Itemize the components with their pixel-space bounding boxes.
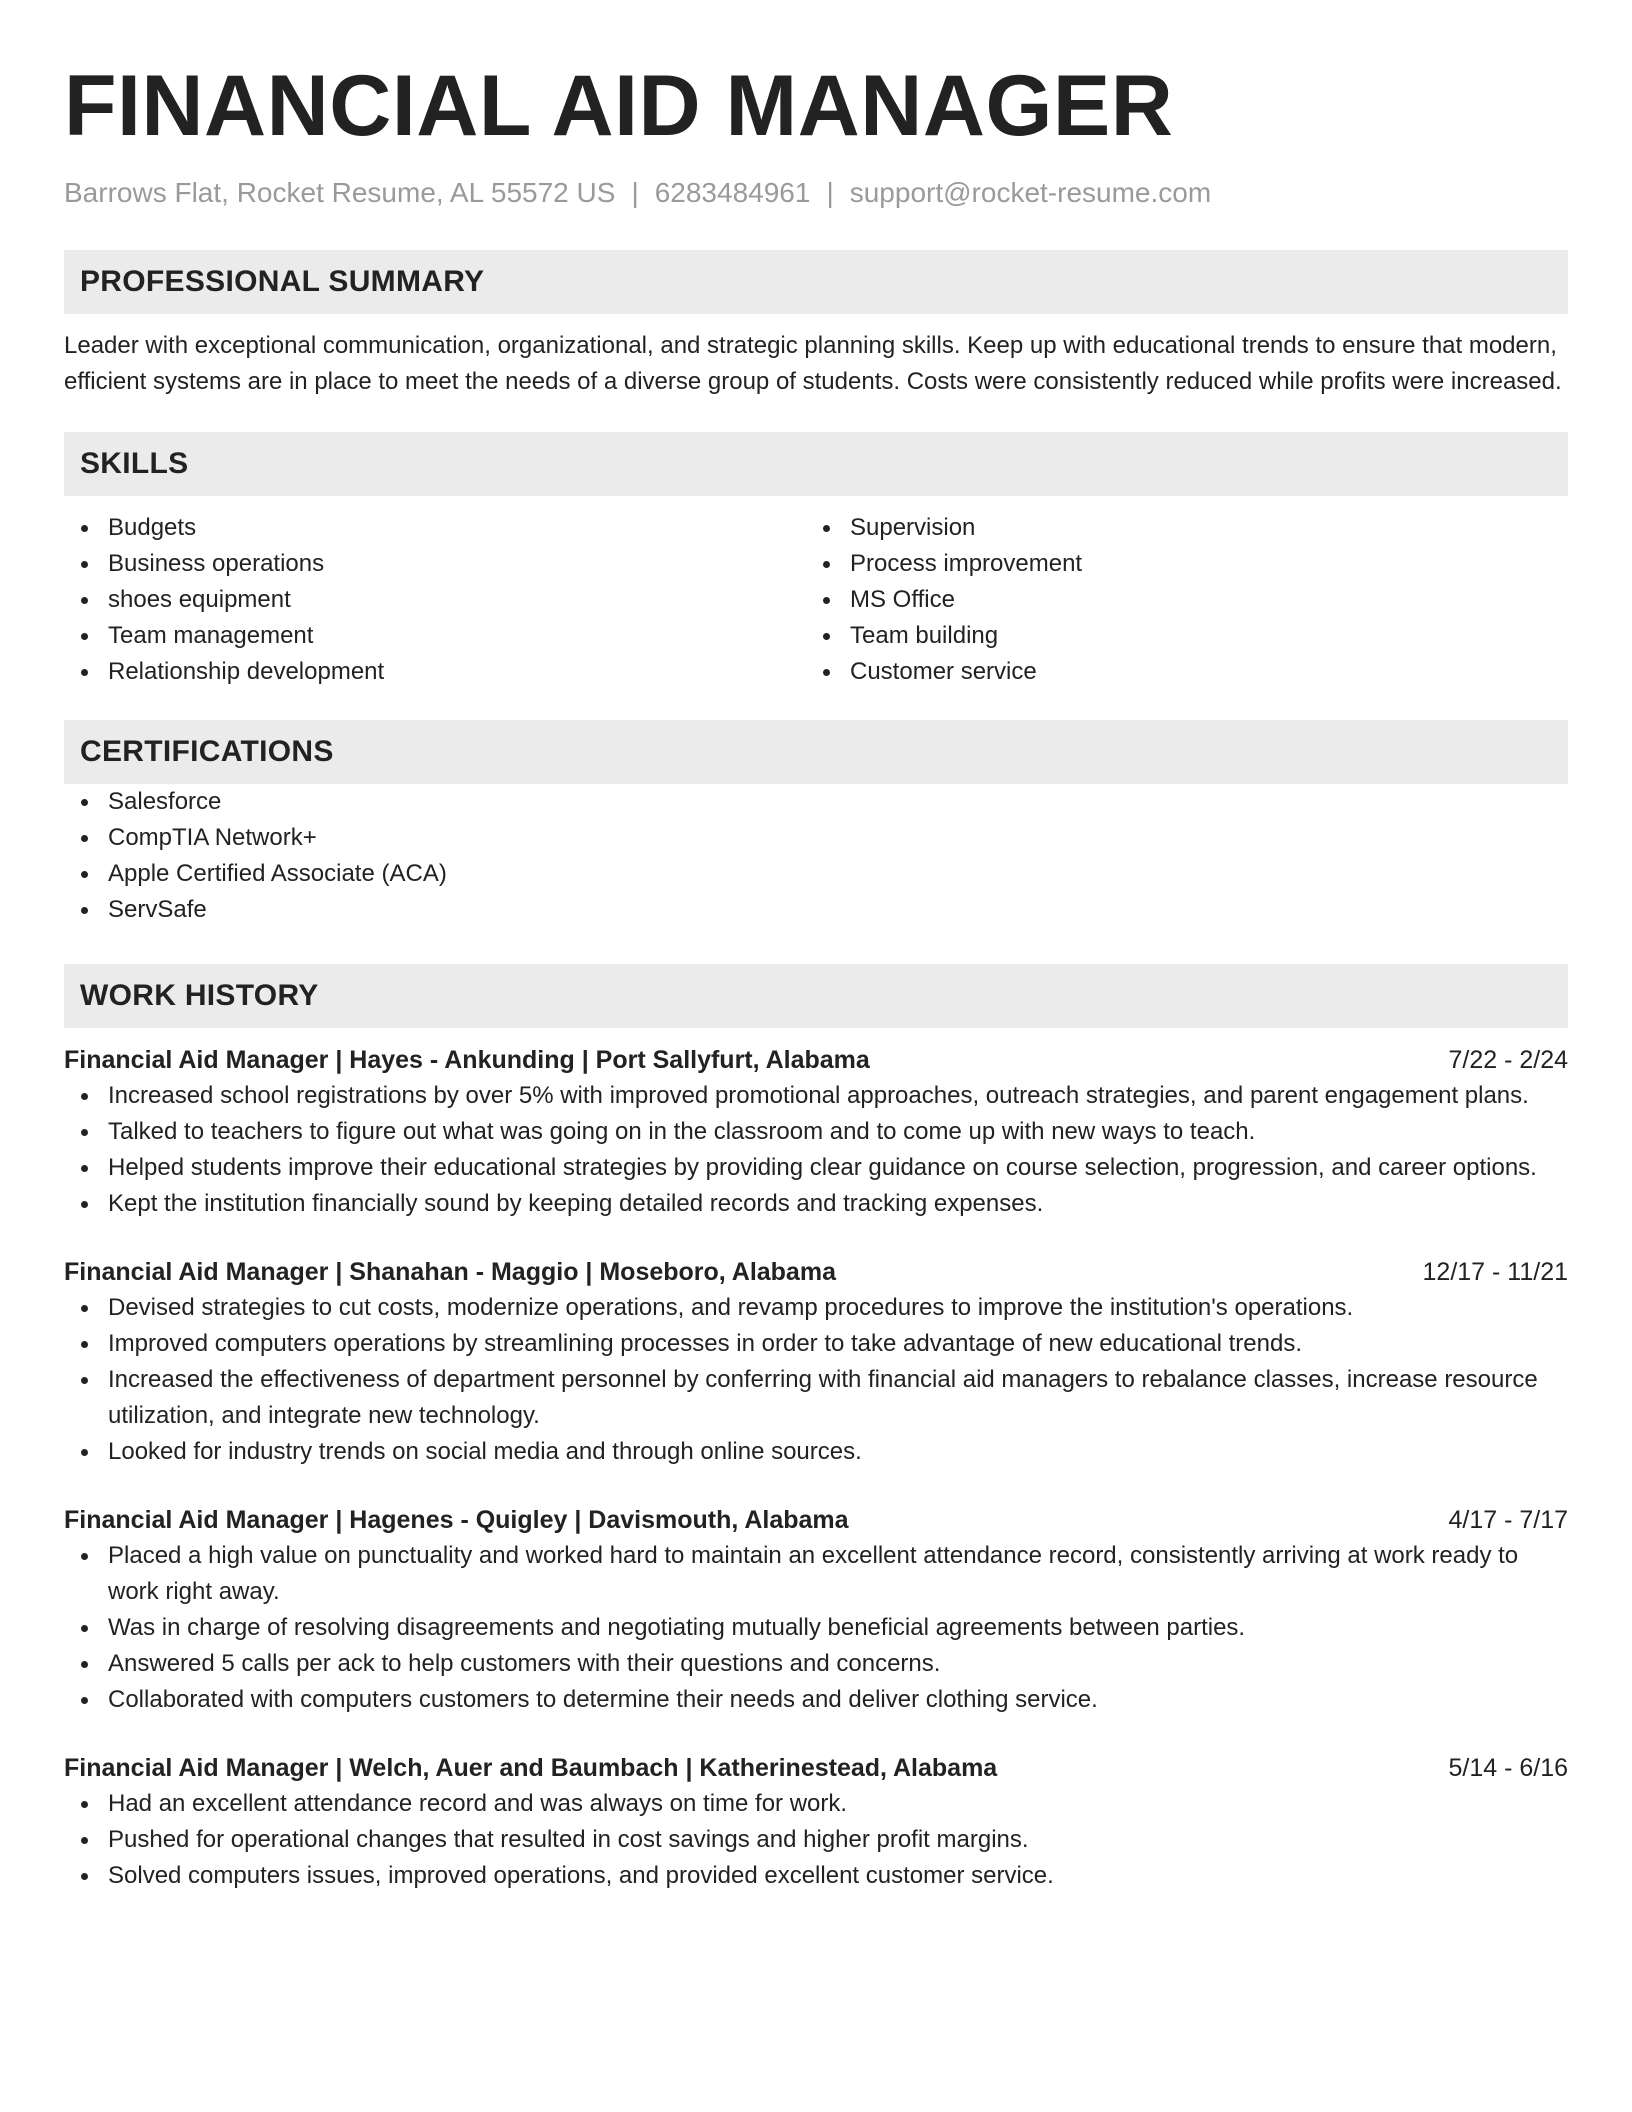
skills-list-right <box>806 510 1548 690</box>
certification-item: Salesforce <box>64 784 1568 820</box>
certifications-section-header <box>64 720 1568 784</box>
work-history-section-header <box>64 964 1568 1028</box>
job-bullet-list <box>64 1290 1568 1470</box>
summary-text: Leader with exceptional communication, organizational, and strategic planning skills. Keep up with educational trends to ensure that modern, efficient systems are in place to meet the needs of a diverse group of students. Costs were consistently reduced while profits were increased. <box>64 332 1562 395</box>
job-bullet: Increased the effectiveness of department personnel by conferring with financial aid managers to rebalance classes, increase resource utilization, and integrate new technology. <box>64 1362 1568 1434</box>
job-bullet: Was in charge of resolving disagreements and negotiating mutually beneficial agreements between parties. <box>64 1610 1568 1646</box>
skill-item: Team management <box>64 618 806 654</box>
job-heading: Financial Aid Manager | Hagenes - Quigley | Davismouth, Alabama <box>64 1506 849 1534</box>
skill-item: Business operations <box>64 546 806 582</box>
job-bullet: Talked to teachers to figure out what was going on in the classroom and to come up with new ways to teach. <box>64 1114 1568 1150</box>
skill-item: Team building <box>806 618 1548 654</box>
job-bullet: Improved computers operations by streamlining processes in order to take advantage of new educational trends. <box>64 1326 1568 1362</box>
skill-item: Supervision <box>806 510 1548 546</box>
skill-item: shoes equipment <box>64 582 806 618</box>
job-entry <box>64 1750 1568 1894</box>
job-bullet: Pushed for operational changes that resulted in cost savings and higher profit margins. <box>64 1822 1568 1858</box>
job-heading: Financial Aid Manager | Hayes - Ankunding | Port Sallyfurt, Alabama <box>64 1046 870 1074</box>
job-bullet: Kept the institution financially sound by keeping detailed records and tracking expenses. <box>64 1186 1568 1222</box>
skills-grid <box>64 510 1568 690</box>
skills-column-right <box>806 510 1548 690</box>
job-bullet: Collaborated with computers customers to determine their needs and deliver clothing service. <box>64 1682 1568 1718</box>
job-dates: 5/14 - 6/16 <box>1448 1754 1568 1782</box>
contact-email: support@rocket-resume.com <box>849 177 1212 208</box>
skills-column-left <box>64 510 806 690</box>
job-dates: 7/22 - 2/24 <box>1448 1046 1568 1074</box>
job-dates: 12/17 - 11/21 <box>1422 1258 1568 1286</box>
skills-section-header <box>64 432 1568 496</box>
job-bullet: Had an excellent attendance record and was always on time for work. <box>64 1786 1568 1822</box>
job-header <box>64 1042 1568 1078</box>
skill-item: Budgets <box>64 510 806 546</box>
job-entry <box>64 1254 1568 1470</box>
job-bullet: Solved computers issues, improved operations, and provided excellent customer service. <box>64 1858 1568 1894</box>
job-entry <box>64 1042 1568 1222</box>
resume-page <box>64 0 1568 1894</box>
certification-item: CompTIA Network+ <box>64 820 1568 856</box>
contact-phone: 6283484961 <box>654 177 811 208</box>
job-entry <box>64 1502 1568 1718</box>
contact-separator: | <box>826 177 834 208</box>
job-header <box>64 1502 1568 1538</box>
certifications-section-title: CERTIFICATIONS <box>80 735 334 768</box>
certifications-list <box>64 784 1568 928</box>
skill-item: MS Office <box>806 582 1548 618</box>
job-bullet: Helped students improve their educational strategies by providing clear guidance on course selection, progression, and career options. <box>64 1150 1568 1186</box>
job-bullet-list <box>64 1538 1568 1718</box>
job-bullet-list <box>64 1786 1568 1894</box>
skills-section-title: SKILLS <box>80 447 189 480</box>
skill-item: Process improvement <box>806 546 1548 582</box>
contact-address: Barrows Flat, Rocket Resume, AL 55572 US <box>64 177 616 208</box>
job-bullet: Placed a high value on punctuality and worked hard to maintain an excellent attendance record, consistently arriving at work ready to work right away. <box>64 1538 1568 1610</box>
job-bullet: Increased school registrations by over 5% with improved promotional approaches, outreach strategies, and parent engagement plans. <box>64 1078 1568 1114</box>
candidate-name: FINANCIAL AID MANAGER <box>64 58 1174 154</box>
certification-item: ServSafe <box>64 892 1568 928</box>
certification-item: Apple Certified Associate (ACA) <box>64 856 1568 892</box>
job-header <box>64 1750 1568 1786</box>
contact-line <box>64 176 1568 210</box>
job-bullet-list <box>64 1078 1568 1222</box>
work-history-section-title: WORK HISTORY <box>80 979 319 1012</box>
job-bullet: Devised strategies to cut costs, modernize operations, and revamp procedures to improve the institution's operations. <box>64 1290 1568 1326</box>
summary-section-title: PROFESSIONAL SUMMARY <box>80 265 485 298</box>
skills-list-left <box>64 510 806 690</box>
job-header <box>64 1254 1568 1290</box>
summary-section-header <box>64 250 1568 314</box>
contact-separator: | <box>631 177 639 208</box>
job-heading: Financial Aid Manager | Shanahan - Maggio | Moseboro, Alabama <box>64 1258 836 1286</box>
job-dates: 4/17 - 7/17 <box>1448 1506 1568 1534</box>
job-bullet: Answered 5 calls per ack to help customers with their questions and concerns. <box>64 1646 1568 1682</box>
skill-item: Customer service <box>806 654 1548 690</box>
job-bullet: Looked for industry trends on social media and through online sources. <box>64 1434 1568 1470</box>
job-heading: Financial Aid Manager | Welch, Auer and Baumbach | Katherinestead, Alabama <box>64 1754 998 1782</box>
skill-item: Relationship development <box>64 654 806 690</box>
